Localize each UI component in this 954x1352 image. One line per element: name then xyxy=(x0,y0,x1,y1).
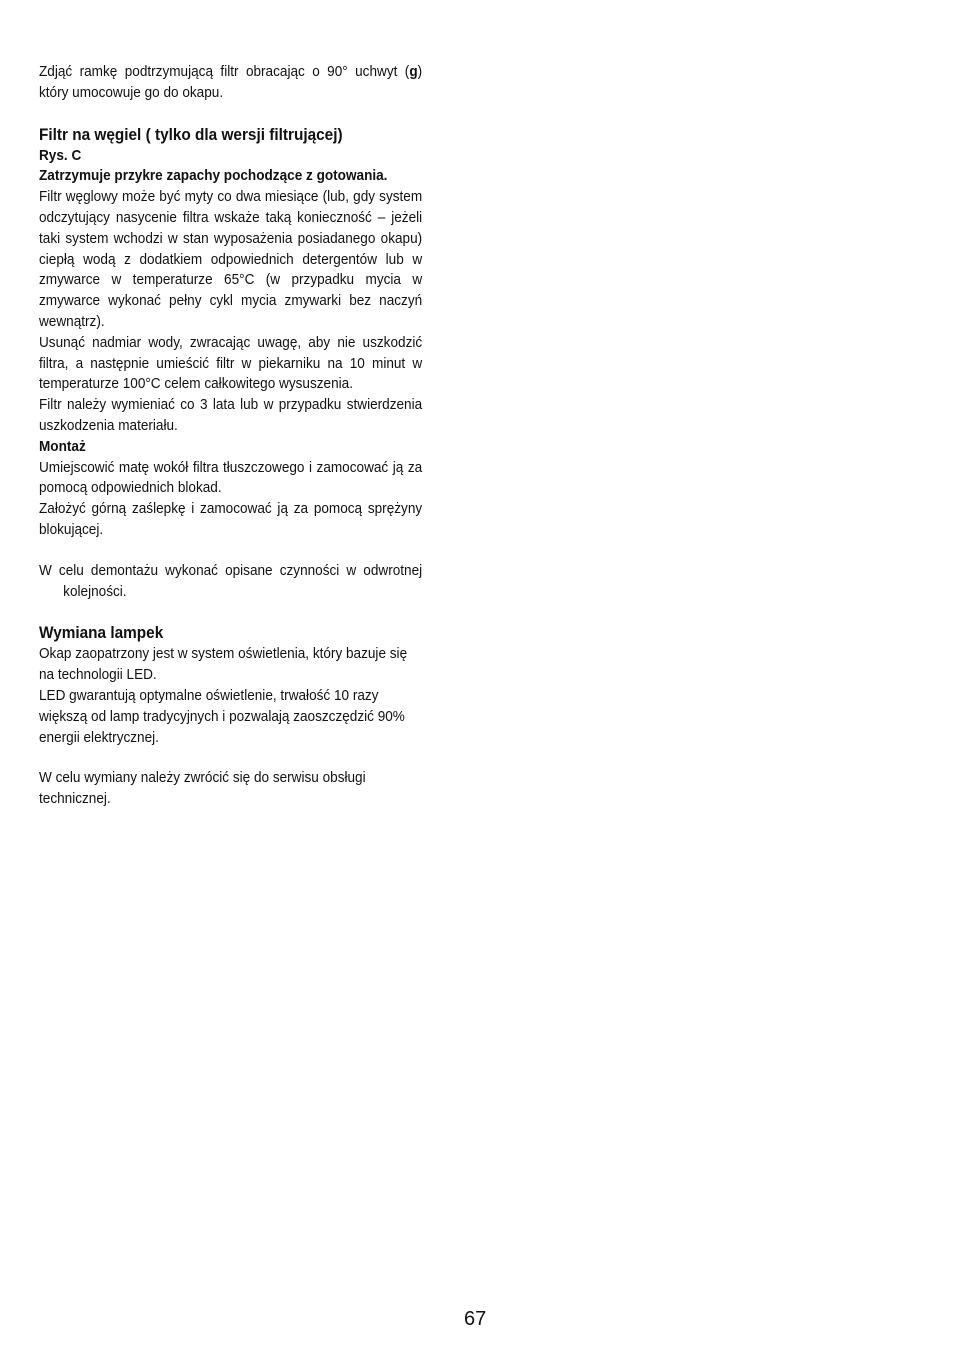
figure-reference: Rys. C xyxy=(39,147,82,164)
carbon-filter-paragraph-3: Filtr należy wymieniać co 3 lata lub w przypadku stwierdzenia uszkodzenia materiału. xyxy=(39,397,423,434)
text-column xyxy=(39,62,422,810)
lamps-paragraph-1: Okap zaopatrzony jest w system oświetlenia, który bazuje się na technologii LED. xyxy=(39,646,408,684)
lamps-paragraph-3: W celu wymiany należy zwrócić się do serwisu obsługi technicznej. xyxy=(39,770,366,808)
carbon-filter-heading: Filtr na węgiel ( tylko dla wersji filtrującej) xyxy=(39,125,343,144)
lamps-paragraph-2: LED gwarantują optymalne oświetlenie, trwałość 10 razy większą od lamp tradycyjnych i pozwalają zaoszczędzić 90% energii elektrycznej. xyxy=(39,687,405,746)
page-number: 67 xyxy=(464,1308,487,1330)
lamps-heading: Wymiana lampek xyxy=(39,624,164,643)
mounting-paragraph-1: Umiejscowić matę wokół filtra tłuszczowego i zamocować ją za pomocą odpowiednich blokad. xyxy=(39,459,423,497)
carbon-filter-paragraph-1: Filtr węglowy może być myty co dwa miesiące (lub, gdy system odczytujący nasycenie filtra wskaże taką konieczność – jeżeli taki system wchodzi w stan wyposażenia posiadanego okapu) ciepłą wodą z dodatkiem odpowiednich detergentów lub w zmywarce w temperaturze 65°C (w przypadku mycia w zmywarce wykonać pełny cykl mycia zmywarki bez naczyń wewnątrz). xyxy=(39,189,423,330)
intro-paragraph: Zdjąć ramkę podtrzymującą filtr obracając o 90° uchwyt (g) który umocowuje go do okapu. xyxy=(39,64,423,101)
mounting-heading: Montaż xyxy=(39,438,86,455)
carbon-filter-lead: Zatrzymuje przykre zapachy pochodzące z gotowania. xyxy=(39,168,388,185)
part-letter: g xyxy=(409,64,418,80)
mounting-paragraph-2: Założyć górną zaślepkę i zamocować ją za pomocą sprężyny blokującej. xyxy=(39,501,423,538)
carbon-filter-paragraph-2: Usunąć nadmiar wody, zwracając uwagę, aby nie uszkodzić filtra, a następnie umieścić filtr w piekarniku na 10 minut w temperaturze 100°C celem całkowitego wysuszenia. xyxy=(39,334,423,393)
dismount-paragraph: W celu demontażu wykonać opisane czynności w odwrotnej kolejności. xyxy=(39,562,423,600)
